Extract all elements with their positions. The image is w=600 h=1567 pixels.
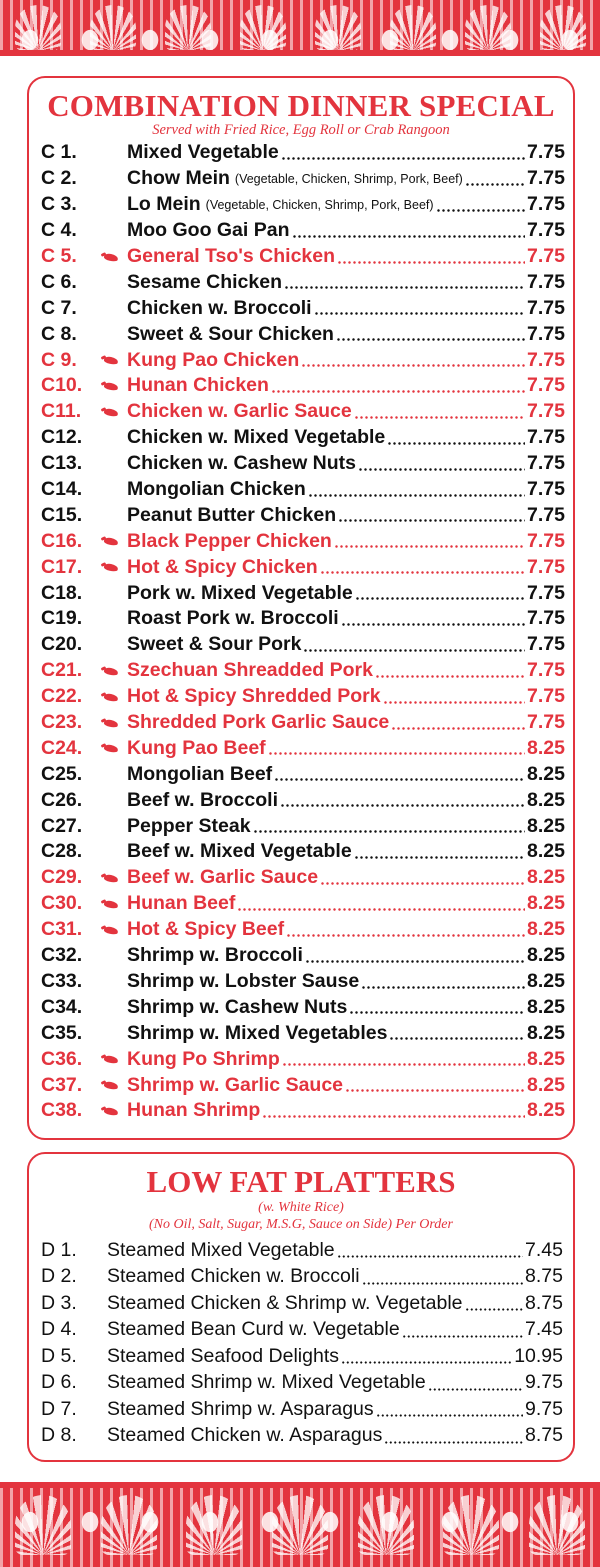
dot-leader [305, 943, 525, 969]
menu-item-row [41, 192, 565, 218]
item-name: Hunan Chicken [127, 374, 269, 397]
dot-leader [336, 321, 525, 347]
item-code: C 6. [41, 270, 77, 293]
menu-item-row [41, 710, 565, 736]
menu-item-row [41, 917, 565, 943]
item-code: C25. [41, 762, 83, 785]
item-price: 8.25 [527, 1047, 565, 1070]
item-name: Shrimp w. Cashew Nuts [127, 995, 348, 1018]
item-code: D 2. [41, 1265, 77, 1288]
item-price: 7.75 [527, 607, 565, 630]
chili-slot [101, 536, 127, 546]
dot-leader [354, 399, 525, 425]
hot-pepper-icon [101, 743, 119, 753]
item-price: 8.25 [527, 762, 565, 785]
dot-leader [338, 502, 525, 528]
item-code: C19. [41, 607, 83, 630]
item-name: Steamed Chicken w. Broccoli [107, 1265, 360, 1288]
dot-leader [337, 244, 525, 270]
item-price: 8.75 [525, 1424, 563, 1447]
item-price: 7.75 [527, 193, 565, 216]
item-code: C35. [41, 1021, 83, 1044]
menu-item-row [41, 269, 565, 295]
item-code: C31. [41, 918, 83, 941]
item-code: D 3. [41, 1291, 77, 1314]
chili-slot [101, 1080, 127, 1090]
dot-leader [334, 528, 525, 554]
item-price: 7.75 [527, 322, 565, 345]
menu-item-row [41, 943, 565, 969]
item-name: Pork w. Mixed Vegetable [127, 581, 353, 604]
item-price: 8.25 [527, 995, 565, 1018]
menu-item-row [41, 1290, 563, 1317]
item-name: Shrimp w. Mixed Vegetables [127, 1021, 388, 1044]
menu-item-row [41, 1423, 563, 1450]
item-code: C11. [41, 400, 82, 423]
item-code: D 1. [41, 1238, 77, 1261]
item-name: Chicken w. Garlic Sauce [127, 400, 352, 423]
item-name: Kung Pao Chicken [127, 348, 300, 371]
dot-leader [375, 658, 525, 684]
chili-slot [101, 899, 127, 909]
fan-ornament-icon [90, 5, 136, 51]
item-price: 7.75 [527, 659, 565, 682]
chili-slot [101, 925, 127, 935]
dot-leader [349, 994, 525, 1020]
item-price: 8.25 [527, 1099, 565, 1122]
menu-item-row [41, 451, 565, 477]
item-name: Steamed Shrimp w. Asparagus [107, 1397, 374, 1420]
item-price: 8.25 [527, 814, 565, 837]
item-name: Mongolian Chicken [127, 478, 306, 501]
item-name: Beef w. Mixed Vegetable [127, 840, 352, 863]
item-price: 7.75 [527, 270, 565, 293]
dot-leader [303, 632, 525, 658]
dot-leader [376, 1396, 523, 1423]
menu-item-row [41, 839, 565, 865]
menu-item-row [41, 891, 565, 917]
chili-slot [101, 355, 127, 365]
item-price: 7.75 [527, 374, 565, 397]
item-price: 7.75 [527, 555, 565, 578]
item-name: Chicken w. Cashew Nuts [127, 452, 357, 475]
chili-slot [101, 743, 127, 753]
item-code: C36. [41, 1047, 83, 1070]
item-price: 8.25 [527, 788, 565, 811]
low-fat-menu-list [41, 1237, 563, 1449]
menu-item-row [41, 787, 565, 813]
menu-item-row [41, 373, 565, 399]
menu-item-row [41, 425, 565, 451]
item-code: C16. [41, 529, 83, 552]
item-code: D 4. [41, 1318, 77, 1341]
item-name: Steamed Seafood Delights [107, 1344, 339, 1367]
menu-item-row [41, 735, 565, 761]
item-note: (Vegetable, Chicken, Shrimp, Pork, Beef) [234, 171, 463, 186]
item-code: D 7. [41, 1397, 77, 1420]
item-code: C38. [41, 1099, 83, 1122]
dot-leader [341, 606, 525, 632]
dot-leader [402, 1317, 523, 1344]
item-code: C37. [41, 1073, 83, 1096]
menu-item-row [41, 218, 565, 244]
low-fat-subtitle: (w. White Rice) [258, 1200, 344, 1215]
hot-pepper-icon [101, 873, 119, 883]
dot-leader [465, 1290, 524, 1317]
menu-item-row [41, 969, 565, 995]
fan-ornament-icon [240, 5, 286, 51]
item-price: 7.75 [527, 245, 565, 267]
dot-leader [308, 477, 525, 503]
item-code: C30. [41, 892, 83, 915]
dot-leader [337, 1237, 523, 1264]
item-price: 7.75 [527, 426, 565, 449]
menu-item-row [41, 528, 565, 554]
item-code: C 7. [41, 296, 77, 319]
dot-leader [384, 1423, 523, 1450]
item-price: 7.75 [527, 141, 565, 164]
item-code: C21. [41, 659, 83, 682]
fan-ornament-icon [165, 5, 211, 51]
dot-leader [268, 735, 525, 761]
item-name: Chicken w. Mixed Vegetable [127, 426, 386, 449]
item-code: C 9. [41, 348, 77, 371]
dot-leader [286, 917, 525, 943]
item-name: Lo Mein [127, 193, 201, 216]
hot-pepper-icon [101, 562, 119, 572]
hot-pepper-icon [101, 1106, 119, 1116]
dot-leader [383, 684, 525, 710]
item-price: 7.75 [527, 581, 565, 604]
dot-leader [362, 1264, 524, 1291]
item-name: Hunan Shrimp [127, 1099, 261, 1122]
item-price: 8.25 [527, 736, 565, 759]
item-code: C 3. [41, 193, 77, 216]
chili-slot [101, 718, 127, 728]
menu-item-row [41, 1237, 563, 1264]
item-price: 7.75 [527, 478, 565, 501]
dot-leader [253, 813, 525, 839]
dot-leader [271, 373, 525, 399]
dot-leader [280, 787, 525, 813]
item-price: 9.75 [525, 1371, 563, 1394]
menu-item-row [41, 347, 565, 373]
menu-item-row [41, 632, 565, 658]
item-name: Black Pepper Chicken [127, 529, 332, 552]
item-price: 7.75 [527, 296, 565, 319]
item-price: 8.25 [527, 1073, 565, 1096]
fan-ornament-icon [529, 1495, 585, 1555]
menu-item-row [41, 1098, 565, 1124]
menu-item-row [41, 1343, 563, 1370]
chili-slot [101, 1054, 127, 1064]
item-price: 8.25 [527, 866, 565, 889]
low-fat-title: LOW FAT PLATTERS [146, 1164, 456, 1199]
dot-leader [428, 1370, 523, 1397]
dot-leader [436, 192, 525, 218]
item-code: C12. [41, 426, 83, 449]
combination-subtitle: Served with Fried Rice, Egg Roll or Crab Rangoon [152, 122, 450, 138]
item-code: D 5. [41, 1344, 77, 1367]
item-code: D 6. [41, 1371, 77, 1394]
menu-item-row [41, 1370, 563, 1397]
menu-item-row [41, 813, 565, 839]
hot-pepper-icon [101, 355, 119, 365]
hot-pepper-icon [101, 381, 119, 391]
item-price: 7.75 [527, 711, 565, 734]
item-price: 8.25 [527, 840, 565, 863]
item-price: 8.75 [525, 1291, 563, 1314]
dot-leader [361, 969, 525, 995]
dot-leader [281, 140, 525, 166]
combination-title: COMBINATION DINNER SPECIAL [47, 88, 555, 123]
low-fat-note: (No Oil, Salt, Sugar, M.S.G, Sauce on Side) Per Order [149, 1217, 453, 1232]
fan-ornament-icon [540, 5, 586, 51]
menu-item-row [41, 1020, 565, 1046]
item-name: Sesame Chicken [127, 270, 283, 293]
chili-slot [101, 562, 127, 572]
hot-pepper-icon [101, 536, 119, 546]
item-price: 8.25 [527, 969, 565, 992]
menu-item-row [41, 1264, 563, 1291]
hot-pepper-icon [101, 899, 119, 909]
item-code: C17. [41, 555, 83, 578]
item-code: C24. [41, 736, 83, 759]
item-price: 7.75 [527, 633, 565, 656]
item-name: Shrimp w. Garlic Sauce [127, 1073, 344, 1096]
item-name: Hunan Beef [127, 892, 236, 915]
dot-leader [389, 1020, 525, 1046]
menu-item-row [41, 399, 565, 425]
item-code: C23. [41, 711, 83, 734]
item-price: 10.95 [514, 1344, 563, 1367]
item-name: Roast Pork w. Broccoli [127, 607, 339, 630]
dot-leader [465, 166, 525, 192]
menu-item-row [41, 606, 565, 632]
menu-item-row [41, 865, 565, 891]
menu-item-row [41, 554, 565, 580]
dot-leader [292, 218, 526, 244]
menu-item-row [41, 321, 565, 347]
menu-item-row [41, 1396, 563, 1423]
item-code: C33. [41, 969, 83, 992]
item-name: Hot & Spicy Chicken [127, 555, 318, 578]
dot-leader [387, 425, 525, 451]
item-code: C32. [41, 944, 83, 967]
item-code: C14. [41, 478, 83, 501]
item-code: C 1. [41, 141, 77, 164]
dot-leader [354, 839, 525, 865]
menu-item-row [41, 580, 565, 606]
item-price: 8.25 [527, 892, 565, 915]
fan-ornament-icon [443, 1495, 499, 1555]
item-name: Hot & Spicy Shredded Pork [127, 685, 381, 708]
menu-item-row [41, 1317, 563, 1344]
fan-ornament-icon [15, 5, 61, 51]
item-name: Chow Mein [127, 167, 230, 190]
item-price: 7.75 [527, 348, 565, 371]
menu-item-row [41, 477, 565, 503]
low-fat-platters-panel [27, 1152, 575, 1462]
item-name: Mongolian Beef [127, 762, 273, 785]
item-name: Beef w. Garlic Sauce [127, 866, 319, 889]
item-code: C10. [41, 374, 83, 397]
item-price: 8.25 [527, 1021, 565, 1044]
chili-slot [101, 692, 127, 702]
item-code: C15. [41, 503, 83, 526]
item-name: Moo Goo Gai Pan [127, 219, 290, 242]
hot-pepper-icon [101, 407, 119, 417]
chili-slot [101, 381, 127, 391]
item-name: Shrimp w. Broccoli [127, 944, 303, 967]
item-name: Steamed Shrimp w. Mixed Vegetable [107, 1371, 426, 1394]
item-name: Kung Pao Beef [127, 736, 266, 759]
item-code: C13. [41, 452, 83, 475]
hot-pepper-icon [101, 1054, 119, 1064]
item-price: 7.75 [527, 400, 565, 423]
fan-ornament-icon [315, 5, 361, 51]
fan-ornament-icon [272, 1495, 328, 1555]
fan-ornament-icon [358, 1495, 414, 1555]
item-name: Chicken w. Broccoli [127, 296, 312, 319]
hot-pepper-icon [101, 925, 119, 935]
item-price: 7.75 [527, 685, 565, 708]
hot-pepper-icon [101, 692, 119, 702]
fan-ornament-icon [101, 1495, 157, 1555]
dot-leader [274, 761, 525, 787]
menu-item-row [41, 1046, 565, 1072]
item-price: 7.75 [527, 219, 565, 242]
bottom-decorative-border [0, 1482, 600, 1567]
dot-leader [391, 710, 525, 736]
dot-leader [341, 1343, 512, 1370]
dot-leader [320, 865, 525, 891]
item-code: C 8. [41, 322, 77, 345]
fan-ornament-icon [390, 5, 436, 51]
dot-leader [314, 295, 525, 321]
dot-leader [282, 1046, 525, 1072]
item-price: 7.75 [527, 452, 565, 475]
item-code: C29. [41, 866, 83, 889]
item-name: Mixed Vegetable [127, 141, 279, 164]
item-name: Steamed Chicken & Shrimp w. Vegetable [107, 1291, 463, 1314]
item-code: C28. [41, 840, 83, 863]
item-code: D 8. [41, 1424, 77, 1447]
fan-ornament-icon [186, 1495, 242, 1555]
hot-pepper-icon [101, 718, 119, 728]
chili-slot [101, 407, 127, 417]
fan-ornament-icon [15, 1495, 71, 1555]
menu-item-row [41, 502, 565, 528]
menu-item-row [41, 761, 565, 787]
item-name: Peanut Butter Chicken [127, 503, 337, 526]
chili-slot [101, 873, 127, 883]
item-name: Szechuan Shreadded Pork [127, 659, 373, 682]
dot-leader [262, 1098, 525, 1124]
item-name: Shredded Pork Garlic Sauce [127, 711, 390, 734]
item-name: Beef w. Broccoli [127, 788, 278, 811]
dot-leader [320, 554, 525, 580]
fan-ornament-icon [465, 5, 511, 51]
menu-item-row [41, 658, 565, 684]
chili-slot [101, 252, 127, 262]
dot-leader [284, 269, 525, 295]
menu-item-row [41, 166, 565, 192]
item-code: C34. [41, 995, 83, 1018]
hot-pepper-icon [101, 1080, 119, 1090]
item-name: Steamed Chicken w. Asparagus [107, 1424, 383, 1447]
item-price: 7.45 [525, 1238, 563, 1261]
item-name: Steamed Mixed Vegetable [107, 1238, 335, 1261]
dot-leader [237, 891, 525, 917]
item-code: C 4. [41, 219, 77, 242]
item-price: 7.75 [527, 167, 565, 190]
item-price: 9.75 [525, 1397, 563, 1420]
hot-pepper-icon [101, 666, 119, 676]
item-note: (Vegetable, Chicken, Shrimp, Pork, Beef) [205, 197, 434, 212]
item-code: C20. [41, 633, 83, 656]
item-name: Shrimp w. Lobster Sause [127, 969, 360, 992]
menu-item-row [41, 244, 565, 270]
dot-leader [301, 347, 525, 373]
item-price: 8.75 [525, 1265, 563, 1288]
item-code: C22. [41, 685, 83, 708]
item-price: 8.25 [527, 918, 565, 941]
dot-leader [345, 1072, 525, 1098]
combination-menu-list [41, 140, 565, 1124]
item-code: C18. [41, 581, 83, 604]
menu-item-row [41, 140, 565, 166]
item-name: Pepper Steak [127, 814, 251, 837]
item-name: Hot & Spicy Beef [127, 918, 285, 941]
dot-leader [355, 580, 525, 606]
chili-slot [101, 666, 127, 676]
combination-dinner-panel [27, 76, 575, 1140]
menu-item-row [41, 295, 565, 321]
item-price: 7.75 [527, 529, 565, 552]
item-price: 7.45 [525, 1318, 563, 1341]
hot-pepper-icon [101, 252, 119, 262]
item-name: Sweet & Sour Pork [127, 633, 302, 656]
item-price: 7.75 [527, 503, 565, 526]
item-price: 8.25 [527, 944, 565, 967]
top-decorative-border [0, 0, 600, 56]
item-code: C26. [41, 788, 83, 811]
chili-slot [101, 1106, 127, 1116]
menu-item-row [41, 684, 565, 710]
item-code: C 5. [41, 245, 77, 267]
item-name: General Tso's Chicken [127, 245, 336, 267]
menu-item-row [41, 994, 565, 1020]
item-code: C27. [41, 814, 83, 837]
dot-leader [358, 451, 525, 477]
item-name: Sweet & Sour Chicken [127, 322, 334, 345]
item-name: Kung Po Shrimp [127, 1047, 280, 1070]
menu-item-row [41, 1072, 565, 1098]
item-code: C 2. [41, 167, 77, 190]
item-name: Steamed Bean Curd w. Vegetable [107, 1318, 400, 1341]
